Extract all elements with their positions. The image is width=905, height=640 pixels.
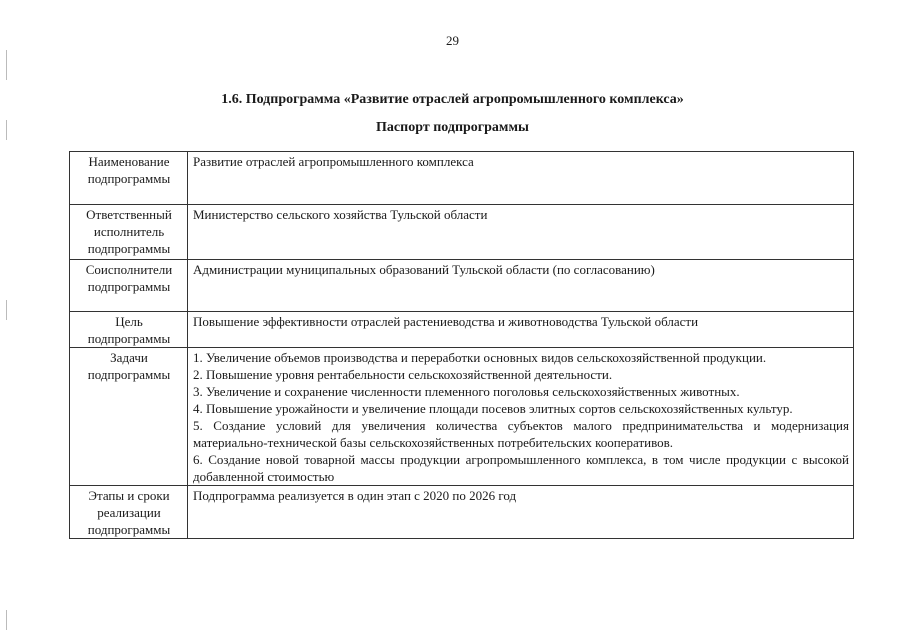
row-value: Подпрограмма реализуется в один этап с 2020 по 2026 год [188,486,854,539]
row-value: Повышение эффективности отраслей растениеводства и животноводства Тульской области [188,312,854,348]
task-item: 4. Повышение урожайности и увеличение площади посевов элитных сортов сельскохозяйственных культур. [193,401,793,416]
passport-title: Паспорт подпрограммы [376,120,529,135]
task-item: 1. Увеличение объемов производства и переработки основных видов сельскохозяйственной продукции. [193,350,767,365]
row-label: Этапы и сроки реализации подпрограммы [70,486,188,539]
scan-margin-mark [6,610,7,630]
row-label: Наименование подпрограммы [70,152,188,205]
table-row [70,486,854,539]
passport-table [69,151,854,539]
row-value: Министерство сельского хозяйства Тульской области [188,205,854,260]
row-value: Администрации муниципальных образований Тульской области (по согласованию) [188,260,854,312]
table-row [70,260,854,312]
table-row [70,205,854,260]
scan-margin-mark [6,50,7,80]
task-list [188,348,854,486]
row-value: Развитие отраслей агропромышленного комплекса [188,152,854,205]
task-item: 6. Создание новой товарной массы продукции агропромышленного комплекса, в том числе продукции с высокой добавленной стоимостью [193,452,849,484]
section-title: 1.6. Подпрограмма «Развитие отраслей агропромышленного комплекса» [221,92,684,107]
row-label: Цель подпрограммы [70,312,188,348]
task-item: 2. Повышение уровня рентабельности сельскохозяйственной деятельности. [193,367,613,382]
row-label: Ответственный исполнитель подпрограммы [70,205,188,260]
table-row [70,152,854,205]
scan-margin-mark [6,300,7,320]
task-item: 3. Увеличение и сохранение численности племенного поголовья сельскохозяйственных животных. [193,384,740,399]
row-label: Задачи подпрограммы [70,348,188,486]
page-number: 29 [446,33,459,48]
row-label: Соисполнители подпрограммы [70,260,188,312]
task-item: 5. Создание условий для увеличения количества субъектов малого предпринимательства и модернизация материально-технической базы сельскохозяйственных потребительских кооперативов. [193,418,849,450]
table-row [70,312,854,348]
table-row [70,348,854,486]
